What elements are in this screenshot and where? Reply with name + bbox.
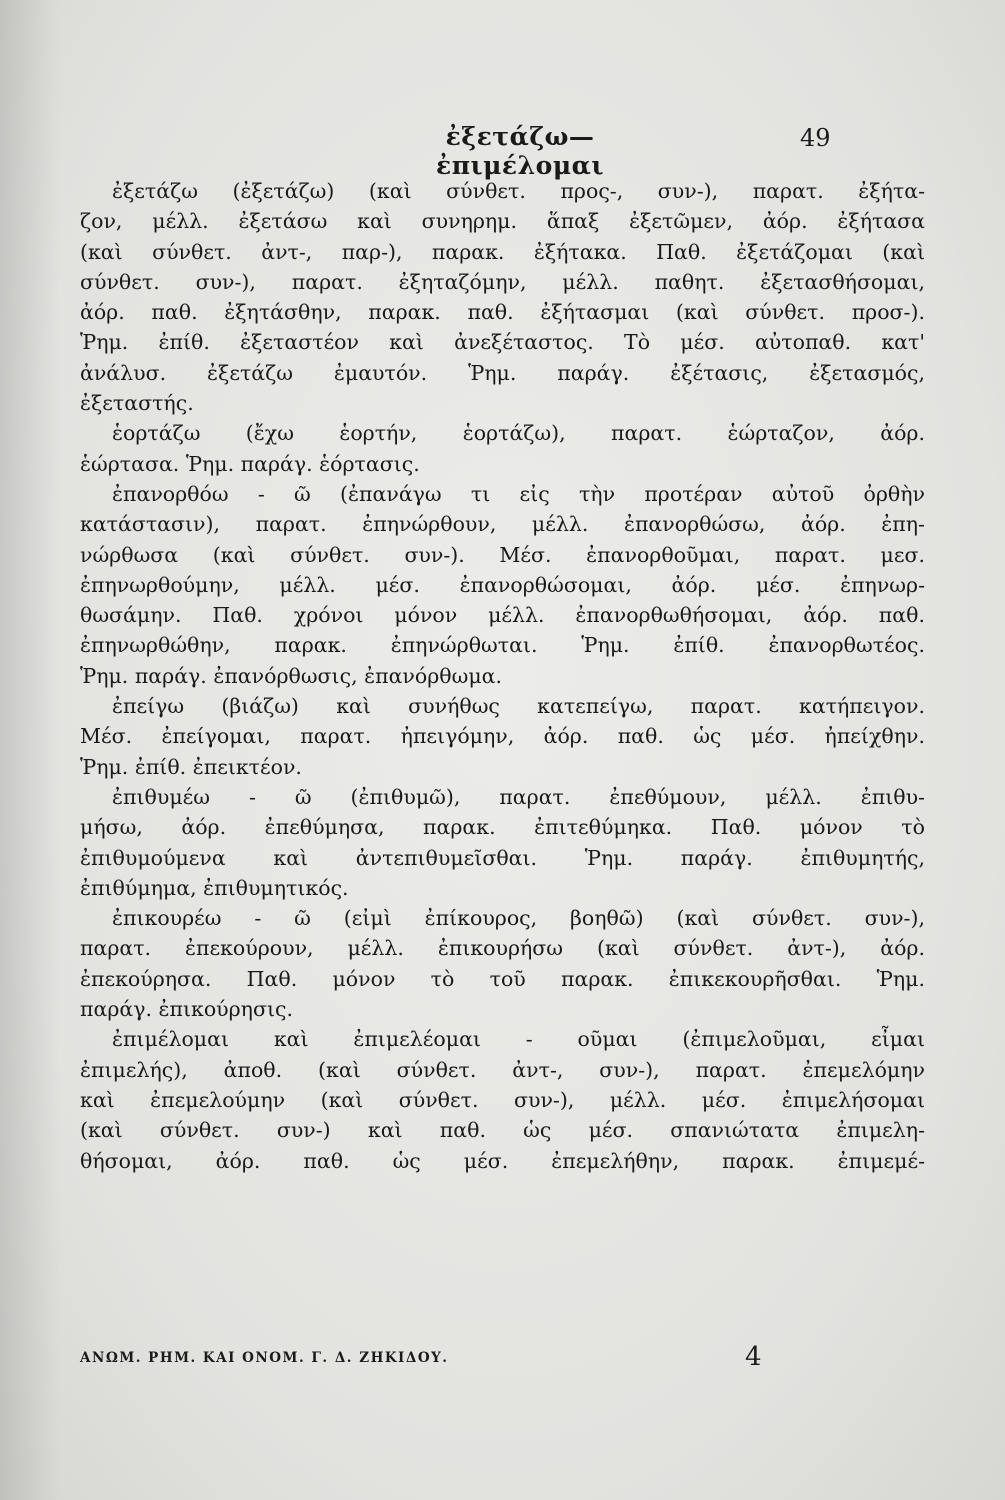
text-line: κατάστασιν), παρατ. ἐπηνώρθουν, μέλλ. ἐπανορθώσω, ἀόρ. ἐπη-: [80, 512, 925, 537]
spine-shadow: [0, 0, 60, 1500]
text-line: ἀνάλυσ. ἐξετάζω ἐμαυτόν. Ῥημ. παράγ. ἐξέτασις, ἐξετασμός,: [80, 360, 925, 385]
text-line: (καὶ σύνθετ. ἀντ-, παρ-), παρακ. ἐξήτακα. Παθ. ἐξετάζομαι (καὶ: [80, 239, 925, 264]
text-line: ἐπιθυμούμενα καὶ ἀντεπιθυμεῖσθαι. Ῥημ. παράγ. ἐπιθυμητής,: [80, 845, 925, 870]
text-line: ἐπηνωρθούμην, μέλλ. μέσ. ἐπανορθώσομαι, ἀόρ. μέσ. ἐπηνωρ-: [80, 572, 925, 597]
text-line: παράγ. ἐπικούρησις.: [80, 997, 293, 1022]
text-line: ἐπιμελής), ἀποθ. (καὶ σύνθετ. ἀντ-, συν-), παρατ. ἐπεμελόμην: [80, 1057, 925, 1082]
running-head: ἐξετάζω—ἐπιμέλομαι: [436, 122, 604, 180]
text-line: Ῥημ. παράγ. ἐπανόρθωσις, ἐπανόρθωμα.: [80, 663, 503, 688]
text-line: ἐπιμέλομαι καὶ ἐπιμελέομαι - οῦμαι (ἐπιμελοῦμαι, εἶμαι: [112, 1027, 925, 1052]
text-line: ἐπικουρέω - ῶ (εἰμὶ ἐπίκουρος, βοηθῶ) (καὶ σύνθετ. συν-),: [112, 906, 925, 931]
text-line: μήσω, ἀόρ. ἐπεθύμησα, παρακ. ἐπιτεθύμηκα. Παθ. μόνον τὸ: [80, 815, 925, 840]
text-line: παρατ. ἐπεκούρουν, μέλλ. ἐπικουρήσω (καὶ σύνθετ. ἀντ-), ἀόρ.: [80, 936, 925, 961]
signature-mark: 4: [745, 1342, 762, 1372]
text-line: ἀόρ. παθ. ἐξητάσθην, παρακ. παθ. ἐξήτασμαι (καὶ σύνθετ. προσ-).: [80, 300, 925, 325]
text-line: ἐπανορθόω - ῶ (ἐπανάγω τι εἰς τὴν προτέραν αὐτοῦ ὀρθὴν: [112, 481, 925, 506]
text-line: ἐπείγω (βιάζω) καὶ συνήθως κατεπείγω, παρατ. κατήπειγον.: [112, 694, 925, 719]
text-line: ἑορτάζω (ἔχω ἑορτήν, ἑορτάζω), παρατ. ἑώρταζον, ἀόρ.: [112, 421, 925, 446]
text-line: σύνθετ. συν-), παρατ. ἐξηταζόμην, μέλλ. παθητ. ἐξετασθήσομαι,: [80, 269, 925, 294]
text-line: ἐπεκούρησα. Παθ. μόνον τὸ τοῦ παρακ. ἐπικεκουρῆσθαι. Ῥημ.: [80, 966, 925, 991]
text-line: ἐπιθύμημα, ἐπιθυμητικός.: [80, 875, 349, 900]
text-line: ἑώρτασα. Ῥημ. παράγ. ἑόρτασις.: [80, 451, 420, 476]
page-footer: [80, 1342, 925, 1378]
text-line: Ῥημ. ἐπίθ. ἐπεικτέον.: [80, 754, 302, 779]
text-line: νώρθωσα (καὶ σύνθετ. συν-). Μέσ. ἐπανορθοῦμαι, παρατ. μεσ.: [80, 542, 925, 567]
text-line: ἐπηνωρθώθην, παρακ. ἐπηνώρθωται. Ῥημ. ἐπίθ. ἐπανορθωτέος.: [80, 633, 925, 658]
text-line: θωσάμην. Παθ. χρόνοι μόνον μέλλ. ἐπανορθωθήσομαι, ἀόρ. παθ.: [80, 603, 925, 628]
text-line: ἐξεταστής.: [80, 391, 194, 416]
text-line: καὶ ἐπεμελούμην (καὶ σύνθετ. συν-), μέλλ. μέσ. ἐπιμελήσομαι: [80, 1087, 925, 1112]
text-line: Ῥημ. ἐπίθ. ἐξεταστέον καὶ ἀνεξέταστος. Τὸ μέσ. αὐτοπαθ. κατ': [80, 330, 925, 355]
text-line: Μέσ. ἐπείγομαι, παρατ. ἠπειγόμην, ἀόρ. παθ. ὡς μέσ. ἠπείχθην.: [80, 724, 925, 749]
text-line: θήσομαι, ἀόρ. παθ. ὡς μέσ. ἐπεμελήθην, παρακ. ἐπιμεμέ-: [80, 1148, 925, 1173]
text-line: ζον, μέλλ. ἐξετάσω καὶ συνηρημ. ἅπαξ ἐξετῶμεν, ἀόρ. ἐξήτασα: [80, 209, 925, 234]
text-line: ἐπιθυμέω - ῶ (ἐπιθυμῶ), παρατ. ἐπεθύμουν, μέλλ. ἐπιθυ-: [112, 784, 925, 809]
text-line: (καὶ σύνθετ. συν-) καὶ παθ. ὡς μέσ. σπανιώτατα ἐπιμελη-: [80, 1118, 925, 1143]
text-line: ἐξετάζω (ἐξετάζω) (καὶ σύνθετ. προς-, συν-), παρατ. ἐξήτα-: [112, 179, 925, 203]
page-number: 49: [800, 124, 831, 152]
dictionary-text: [80, 176, 925, 1176]
page-header: [0, 122, 1005, 180]
printer-imprint: ΑΝΩΜ. ΡΗΜ. ΚΑΙ ΟΝΟΜ. Γ. Δ. ΖΗΚΙΔΟΥ.: [80, 1350, 449, 1366]
